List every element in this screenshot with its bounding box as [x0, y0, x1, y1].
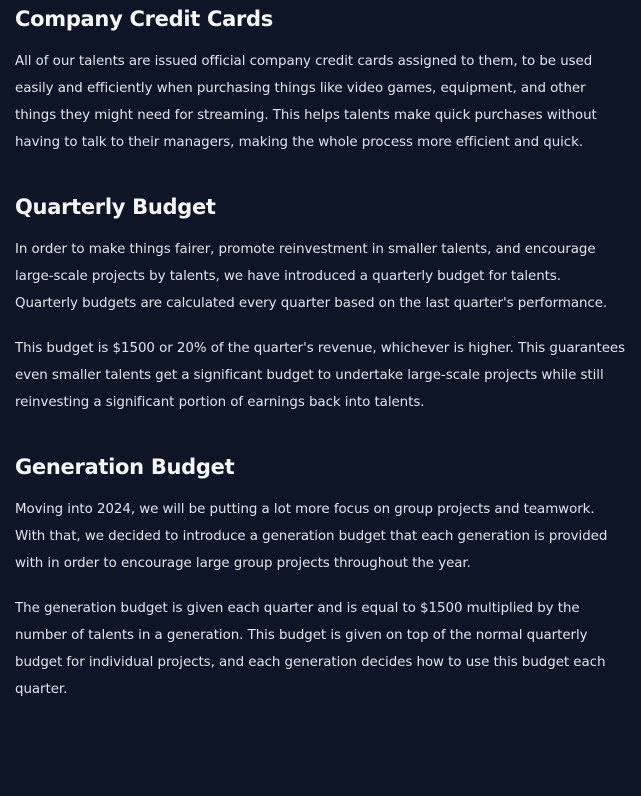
- section-paragraph: All of our talents are issued official company credit cards assigned to them, to be used easily and efficiently when purchasing things like video games, equipment, and other things they might need for streaming. This helps talents make quick purchases without having to talk to their managers, making the whole process more efficient and quick.: [15, 54, 597, 150]
- section-paragraph: Moving into 2024, we will be putting a lot more focus on group projects and teamwork. With that, we decided to introduce a generation budget that each generation is provided with in order to encourage large group projects throughout the year.: [15, 502, 608, 571]
- section-paragraph: In order to make things fairer, promote reinvestment in smaller talents, and encourage large-scale projects by talents, we have introduced a quarterly budget for talents. Quarterly budgets are calculated every quarter based on the last quarter's performance.: [15, 242, 608, 311]
- document-content: [0, 5, 641, 703]
- section-paragraph: This budget is $1500 or 20% of the quarter's revenue, whichever is higher. This guarantees even smaller talents get a significant budget to undertake large-scale projects while still reinvesting a significant portion of earnings back into talents.: [15, 341, 626, 410]
- section-heading-generation-budget: Generation Budget: [15, 455, 235, 479]
- section-heading-quarterly-budget: Quarterly Budget: [15, 195, 216, 219]
- section-paragraph: The generation budget is given each quarter and is equal to $1500 multiplied by the number of talents in a generation. This budget is given on top of the normal quarterly budget for individual projects, and each generation decides how to use this budget each quarter.: [15, 601, 606, 697]
- section-heading-company-credit-cards: Company Credit Cards: [15, 7, 273, 31]
